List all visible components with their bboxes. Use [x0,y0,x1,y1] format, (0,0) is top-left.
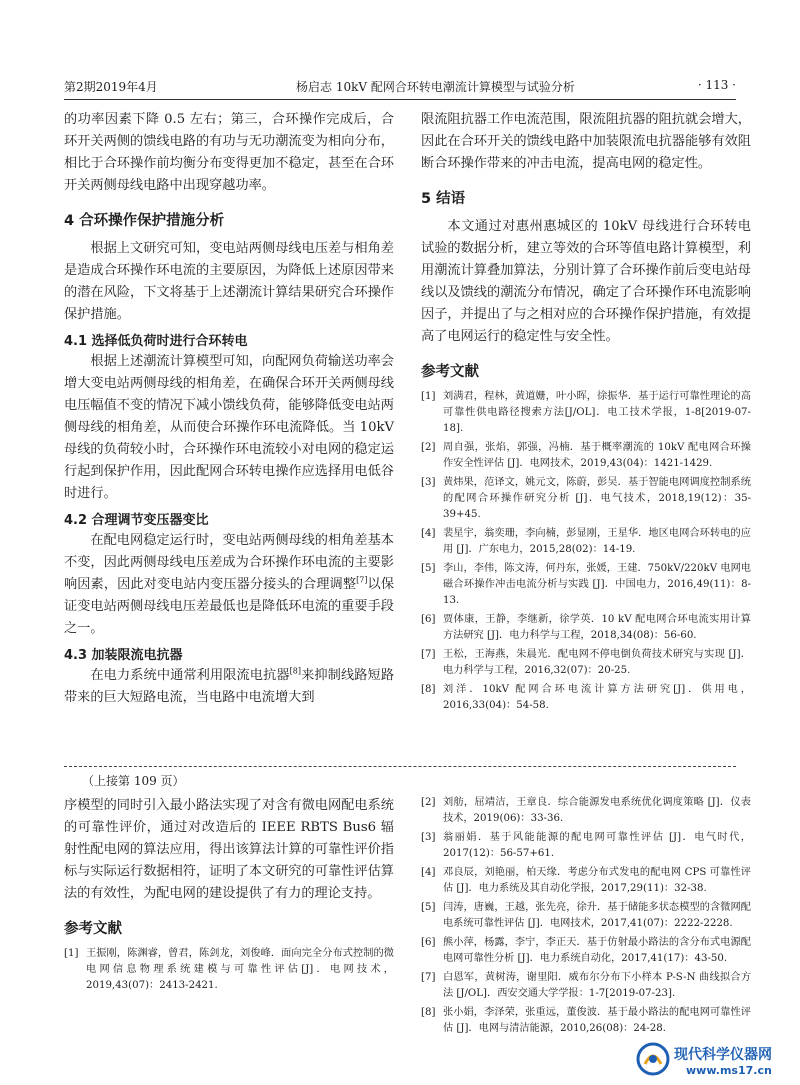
reference-text: 李山，李伟，陈文涛，何丹东，张媛，王建．750kV/220kV 电网电磁合环操作冲击电流分析与实践 [J]．中国电力，2016,49(11)：8-13. [443,563,751,606]
citation-8: [8] [289,666,302,676]
watermark [636,1040,800,1084]
header-rule [64,99,736,100]
reference-item [421,970,751,1002]
reference-item [421,865,751,897]
reference-number: [2] [421,442,436,453]
reference-item [421,935,751,967]
paragraph: 本文通过对惠州惠城区的 10kV 母线进行合环转电试验的数据分析，建立等效的合环等值电路计算模型，利用潮流计算叠加算法，分别计算了合环操作前后变电站母线以及馈线的潮流分布情况，确定了合环操作环电流影响因子，并提出了与之相对应的合环操作保护措施，有效提高了电网运行的稳定性与安全性。 [421,219,751,344]
watermark-url: www.ms17.cn [686,1064,772,1077]
column-bottom-right [421,795,751,1040]
reference-text: 闫涛，唐巍，王越，张先亮，徐升．基于储能多状态模型的含微网配电系统可靠性评估 [J]．电网技术，2017,41(07)：2222-2228. [443,902,751,929]
text-run: 来抑制线路短路带来的巨大短路电流，当电路中电流增大到 [64,668,395,705]
citation-7: [7] [356,575,368,585]
reference-item [421,526,751,558]
reference-number: [4] [421,867,436,878]
reference-number: [3] [421,477,436,488]
paragraph: 根据上文研究可知，变电站两侧母线电压差与相角差是造成合环操作环电流的主要原因，为降低上述原因带来的潜在风险，下文将基于上述潮流计算结果研究合环操作保护措施。 [64,241,394,322]
reference-item [421,612,751,644]
paragraph [64,665,394,709]
reference-list [421,389,751,714]
reference-item [64,946,394,994]
reference-text: 王松，王海燕，朱晨光．配电网不停电倒负荷技术研究与实现 [J]．电力科学与工程，2016,32(07)：20-25. [443,649,751,676]
text-run: 在电力系统中通常利用限流电抗器 [90,668,290,683]
page-header [64,78,736,100]
column-left [64,109,394,709]
references-heading: 参考文献 [421,364,479,380]
reference-text: 刘洋．10kV 配网合环电流计算方法研究[J]．供用电，2016,33(04)：54-58. [443,684,751,711]
reference-number: [6] [421,614,436,625]
column-bottom-left [64,795,394,997]
reference-number: [3] [421,832,436,843]
paragraph: 序模型的同时引入最小路法实现了对含有微电网配电系统的可靠性评价，通过对改造后的 IEEE RBTS Bus6 辐射性配电网的算法应用，得出该算法计算的可靠性评价指标与实际运行数据相符，证明了本文研究的可靠性评估算法的有效性，为配电网的建设提供了有力的理论支持。 [64,798,394,901]
reference-item [421,389,751,437]
reference-number: [6] [421,937,436,948]
text-run: 以保证变电站两侧母线电压差最低也是降低环电流的重要手段之一。 [64,577,395,636]
section-heading-5: 5 结语 [421,191,466,207]
section-heading-4: 4 合环操作保护措施分析 [64,213,225,229]
reference-number: [7] [421,972,436,983]
reference-text: 裴星宇，翁奕珊，李向楠，彭显刚，王星华．地区电网合环转电的应用 [J]．广东电力，2015,28(02)：14-19. [443,528,751,555]
reference-number: [8] [421,684,436,695]
reference-number: [8] [421,1007,436,1018]
reference-item [421,830,751,862]
reference-item [421,900,751,932]
reference-text: 王振刚，陈渊睿，曾君，陈剑龙，刘俊峰．面向完全分布式控制的微电网信息物理系统建模与可靠性评估[J]．电网技术，2019,43(07)：2413-2421. [86,948,394,991]
reference-text: 张小娟，李泽荣，张重远，董俊波．基于最小路法的配电网可靠性评估 [J]．电网与清洁能源，2010,26(08)：24-28. [443,1007,751,1034]
reference-number: [4] [421,528,436,539]
paragraph: 的功率因素下降 0.5 左右；第三，合环操作完成后，合环开关两侧的馈线电路的有功与无功潮流变为相向分布，相比于合环操作前均衡分布变得更加不稳定，甚至在合环开关两侧母线电路中出现穿越功率。 [64,112,394,193]
reference-number: [2] [421,797,436,808]
dashed-divider [64,766,736,767]
page-number: · 113 · [697,78,736,92]
reference-text: 黄炜果，范译文，姚元文，陈蔚，彭吴．基于智能电网调度控制系统的配网合环操作研究分析 [J]．电气技术，2018,19(12)：35-39+45. [443,477,751,520]
issue-date: 第2期2019年4月 [64,80,158,94]
subsection-heading-4-2: 4.2 合理调节变压器变比 [64,513,209,528]
column-right [421,109,751,717]
running-title: 杨启志 10kV 配网合环转电潮流计算模型与试验分析 [296,80,575,94]
reference-text: 刘满君，程林，黄道姗，叶小晖，徐振华．基于运行可靠性理论的高可靠性供电路径搜索方法[J/OL]．电工技术学报，1-8[2019-07-18]. [443,391,751,434]
reference-number: [1] [421,391,436,402]
reference-number: [5] [421,563,436,574]
reference-item [421,682,751,714]
reference-item [421,1005,751,1037]
reference-number: [5] [421,902,436,913]
reference-text: 邓良辰，刘艳丽，柏天缘．考虑分布式发电的配电网 CPS 可靠性评估 [J]．电力系统及其自动化学报，2017,29(11)：32-38. [443,867,751,894]
references-heading: 参考文献 [64,921,122,937]
reference-text: 翁丽娟．基于风能能源的配电网可靠性评估 [J]．电气时代，2017(12)：56-57+61. [443,832,751,859]
reference-text: 贾体康，王静，李继新，徐学英．10 kV 配电网合环电流实用计算方法研究 [J]．电力科学与工程，2018,34(08)：56-60. [443,614,751,641]
paragraph: 限流阻抗器工作电流范围，限流阻抗器的阻抗就会增大，因此在合环开关的馈线电路中加装限流电抗器能够有效阻断合环操作带来的冲击电流，提高电网的稳定性。 [421,112,751,171]
reference-item [421,795,751,827]
continued-note: （上接第 109 页） [82,774,185,788]
reference-number: [7] [421,649,436,660]
paragraph [64,530,394,640]
subsection-heading-4-3: 4.3 加装限流电抗器 [64,648,183,663]
subsection-heading-4-1: 4.1 选择低负荷时进行合环转电 [64,334,248,349]
reference-text: 白恩军，黄树涛，谢里阳．威布尔分布下小样本 P-S-N 曲线拟合方法 [J/OL]．西安交通大学学报：1-7[2019-07-23]. [443,972,751,999]
reference-list [64,946,394,994]
paragraph: 根据上述潮流计算模型可知，向配网负荷输送功率会增大变电站两侧母线的相角差，在确保合环开关两侧母线电压幅值不变的情况下减小馈线负荷，能够降低变电站两侧母线的相角差，从而使合环操作环电流降低。当 10kV 母线的负荷较小时，合环操作环电流较小对电网的稳定运行起到保护作用，因此配网合环转电操作应选择用电低谷时进行。 [64,354,394,501]
watermark-title: 现代科学仪器网 [674,1047,772,1063]
reference-text: 周自强，张焰，郭强，冯楠．基于概率潮流的 10kV 配电网合环操作安全性评估 [J]．电网技术，2019,43(04)：1421-1429. [443,442,751,469]
reference-text: 熊小萍，杨露，李宁，李正天．基于仿射最小路法的含分布式电源配电网可靠性分析 [J]．电力系统自动化，2017,41(17)：43-50. [443,937,751,964]
reference-item [421,475,751,523]
site-logo-icon [636,1042,670,1076]
reference-item [421,647,751,679]
reference-number: [1] [64,948,79,959]
reference-text: 刘舫，屈靖洁，王章良．综合能源发电系统优化调度策略 [J]．仪表技术，2019(06)：33-36. [443,797,751,824]
reference-item [421,440,751,472]
reference-list [421,795,751,1037]
reference-item [421,561,751,609]
text-run: 在配电网稳定运行时，变电站两侧母线的相角差基本不变，因此两侧母线电压差成为合环操作环电流的主要影响因素，因此对变电站内变压器分接头的合理调整 [64,533,394,592]
